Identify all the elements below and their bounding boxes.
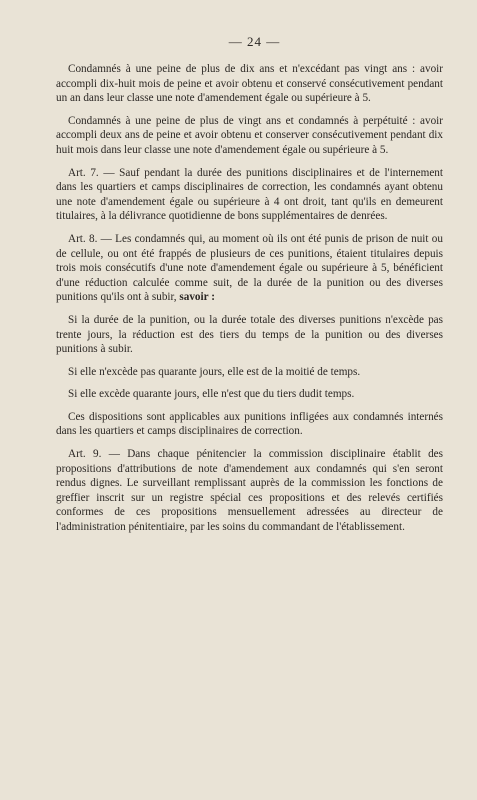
- article-8-label: savoir :: [179, 291, 215, 304]
- article-8-text: Art. 8. — Les condamnés qui, au moment où ils ont été punis de prison de nuit ou de cellule, ou ont été frappés de plusieurs de ces punitions, étaient titulaires depuis trois mois consécutifs d'une note d'amendement égale ou supérieure à 5, bénéficient d'une réduction calculée comme suit, de la durée de la punition ou des diverses punitions qu'ils ont à subir,: [56, 232, 443, 304]
- paragraph-condamnes-dix-vingt: Condamnés à une peine de plus de dix ans et n'excédant pas vingt ans : avoir accompli dix-huit mois de peine et avoir obtenu et conservé consécutivement pendant un an dans leur classe une note d'amendement égale ou supérieure à 5.: [56, 63, 443, 105]
- paragraph-trente-jours: Si la durée de la punition, ou la durée totale des diverses punitions n'excède pas trente jours, la réduction est des tiers du temps de la punition ou des diverses punitions à subir.: [56, 313, 443, 356]
- paragraph-dispositions: Ces dispositions sont applicables aux punitions infligées aux condamnés internés dans les quartiers et camps disciplinaires de correction.: [56, 410, 443, 438]
- paragraph-article-9: Art. 9. — Dans chaque pénitencier la commission disciplinaire établit des propositions d'attributions de note d'amendement aux condamnés qui s'en seront rendus dignes. Le surveillant remplissant auprès de la commission les fonctions de greffier inscrit sur un registre spécial ces propositions et des relevés certifiés conformes de ces propositions mensuellement adressées au directeur de l'administration pénitentiaire, par les soins du commandant de l'établissement.: [56, 448, 443, 534]
- paragraph-excede-quarante: Si elle excède quarante jours, elle n'est que du tiers dudit temps.: [68, 388, 355, 401]
- paragraph-condamnes-perpetuite: Condamnés à une peine de plus de vingt ans et condamnés à perpétuité : avoir accompli deux ans de peine et avoir obtenu et conserver consécutivement pendant dix huit mois dans leur classe une note d'amendement égale ou supérieure à 5.: [56, 114, 443, 156]
- paragraph-article-8: [56, 232, 443, 305]
- paragraph-article-7: Art. 7. — Sauf pendant la durée des punitions disciplinaires et de l'internement dans les quartiers et camps disciplinaires de correction, les condamnés ayant obtenu une note d'amendement égale ou supérieure à 4 ont droit, tant qu'ils en demeurent titulaires, à la délivrance quotidienne de bons supplémentaires de denrées.: [56, 166, 443, 223]
- paragraph-quarante-jours: Si elle n'excède pas quarante jours, elle est de la moitié de temps.: [68, 365, 361, 378]
- page-number: — 24 —: [228, 34, 281, 49]
